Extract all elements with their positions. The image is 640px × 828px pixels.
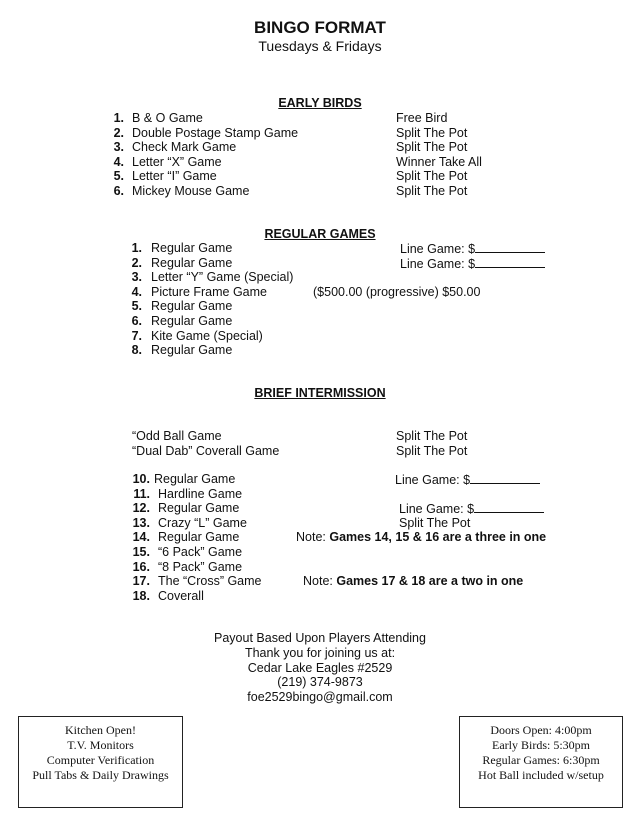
blank-line	[475, 241, 545, 253]
game-number: 1.	[113, 111, 124, 125]
game-payout	[400, 256, 545, 271]
game-name: “6 Pack” Game	[158, 545, 243, 559]
game-number: 12.	[132, 501, 150, 516]
game-name: Regular Game	[151, 255, 233, 270]
game-number: 17.	[132, 574, 150, 589]
game-name: Regular Game	[154, 472, 236, 486]
game-number: 5.	[113, 169, 124, 184]
game-name: The “Cross” Game	[158, 574, 262, 589]
game-name: Mickey Mouse Game	[132, 184, 250, 198]
game-name: Regular Game	[151, 343, 233, 358]
game-payout: Free Bird	[396, 111, 448, 125]
game-name: Crazy “L” Game	[158, 515, 247, 530]
game-name: Picture Frame Game	[151, 284, 268, 299]
game-name: Regular Game	[151, 241, 233, 255]
schedule-box	[459, 716, 623, 808]
game-name: Coverall	[158, 588, 204, 603]
page-title: BINGO FORMAT	[254, 18, 386, 37]
payout-text: Line Game: $	[400, 242, 476, 256]
amenities-box	[18, 716, 183, 808]
game-name: Letter “I” Game	[132, 169, 217, 184]
note-prefix: Note:	[296, 530, 330, 545]
amenity-line: Kitchen Open!	[65, 723, 136, 737]
game-name: “Odd Ball Game	[132, 429, 222, 443]
footer-line: Cedar Lake Eagles #2529	[247, 660, 393, 675]
amenity-line: Pull Tabs & Daily Drawings	[32, 768, 169, 782]
note-text: Games 14, 15 & 16 are a three in one	[329, 530, 547, 545]
footer-line: (219) 374-9873	[277, 675, 363, 690]
blank-line	[474, 501, 544, 513]
game-name: B & O Game	[132, 111, 203, 125]
game-payout: Split The Pot	[396, 429, 468, 443]
page-subtitle: Tuesdays & Fridays	[258, 38, 382, 54]
payout-text: Line Game: $	[399, 502, 475, 517]
game-payout: Split The Pot	[396, 443, 468, 458]
payout-text: Line Game: $	[400, 256, 476, 271]
footer-line: Thank you for joining us at:	[244, 645, 396, 660]
game-payout	[399, 516, 470, 530]
payout-text: ($500.00 (progressive) $50.00	[313, 284, 481, 299]
game-number: 4.	[113, 154, 124, 169]
game-number: 6.	[131, 314, 142, 328]
schedule-line: Hot Ball included w/setup	[478, 768, 604, 782]
note-prefix: Note:	[303, 574, 337, 589]
blank-line	[475, 256, 545, 268]
game-payout: Split The Pot	[396, 125, 468, 140]
game-number: 14.	[132, 530, 150, 545]
game-name: Hardline Game	[158, 486, 243, 501]
game-name: “Dual Dab” Coverall Game	[132, 443, 280, 458]
game-number: 13.	[132, 515, 150, 530]
game-payout: Split The Pot	[396, 184, 468, 198]
game-name: Kite Game (Special)	[151, 328, 263, 343]
game-number: 5.	[131, 299, 142, 314]
game-number: 2.	[113, 125, 124, 140]
game-name: Double Postage Stamp Game	[132, 125, 299, 140]
early-birds-heading: EARLY BIRDS	[278, 96, 362, 110]
game-number: 10.	[132, 472, 150, 486]
game-name: Regular Game	[151, 314, 233, 328]
intermission-heading: BRIEF INTERMISSION	[254, 386, 386, 400]
blank-line	[470, 472, 540, 484]
game-payout: Split The Pot	[396, 140, 468, 155]
regular-games-heading: REGULAR GAMES	[264, 227, 376, 241]
game-name: Regular Game	[158, 501, 240, 516]
footer-line: foe2529bingo@gmail.com	[247, 690, 393, 705]
game-number: 3.	[131, 270, 142, 285]
game-name: Letter “X” Game	[132, 154, 222, 169]
game-number: 18.	[132, 588, 150, 603]
schedule-line: Doors Open: 4:00pm	[490, 723, 592, 737]
game-number: 11.	[133, 486, 150, 501]
game-number: 6.	[113, 184, 124, 198]
payout-text: Line Game: $	[395, 473, 471, 487]
amenity-line: T.V. Monitors	[67, 738, 134, 752]
game-name: Check Mark Game	[132, 140, 237, 155]
game-payout: Split The Pot	[396, 169, 468, 184]
game-name: Regular Game	[151, 299, 233, 314]
game-name: “8 Pack” Game	[158, 559, 243, 574]
game-payout: Winner Take All	[396, 154, 482, 169]
game-number: 4.	[131, 284, 142, 299]
game-number: 3.	[113, 140, 124, 155]
schedule-line: Early Birds: 5:30pm	[492, 738, 590, 752]
payout-text: Split The Pot	[399, 515, 471, 530]
game-number: 7.	[131, 328, 142, 343]
game-number: 16.	[132, 559, 150, 574]
schedule-line: Regular Games: 6:30pm	[482, 753, 600, 767]
game-number: 15.	[132, 545, 150, 559]
game-payout	[400, 241, 545, 256]
game-number: 2.	[131, 255, 142, 270]
game-payout	[399, 501, 544, 516]
game-note	[303, 574, 523, 588]
game-number: 8.	[131, 343, 142, 358]
game-name: Regular Game	[158, 530, 240, 545]
game-number: 1.	[131, 241, 142, 255]
game-payout	[313, 285, 480, 299]
game-name: Letter “Y” Game (Special)	[151, 270, 294, 285]
game-note	[296, 530, 546, 544]
amenity-line: Computer Verification	[46, 753, 155, 767]
game-payout	[395, 472, 540, 487]
note-text: Games 17 & 18 are a two in one	[336, 574, 524, 589]
footer-line: Payout Based Upon Players Attending	[214, 631, 426, 645]
